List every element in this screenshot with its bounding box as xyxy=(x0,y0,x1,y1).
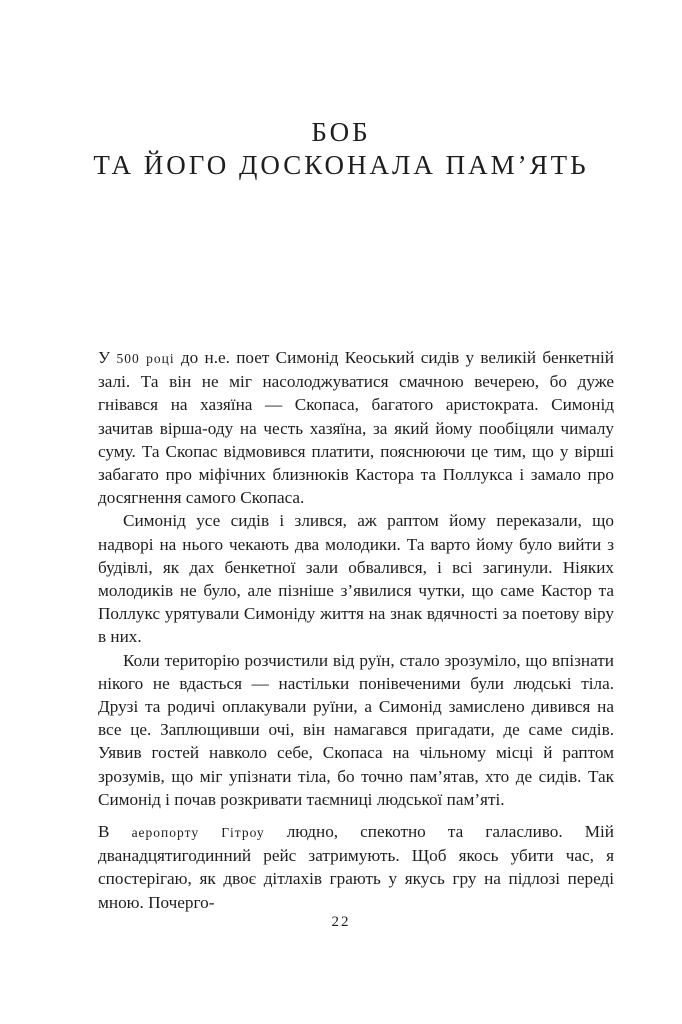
paragraph-4-text: людно, спекотно та галасливо. Мій дванадцятигодинний рейс затримують. Щоб якось убити час, я спостерігаю, як двоє дітлахів грають у якусь гру на підлозі переді мною. Почерго- xyxy=(98,822,615,912)
paragraph-1-text: до н.е. поет Симонід Кеоський сидів у великій бенкетній залі. Та він не міг насолоджуватися смачною вечерею, бо дуже гнівався на хазяїна — Скопаса, багатого аристократа. Симонід зачитав вірша-оду на честь хазяїна, за який йому пообіцяли чималу суму. Та Скопас відмовився платити, пояснюючи це тим, що у вірші забагато про міфічних близнюків Кастора та Поллукса і замало про досягнення самого Скопаса. xyxy=(98,348,614,508)
paragraph-3: Коли територію розчистили від руїн, стало зрозуміло, що впізнати нікого не вдасться — настільки понівеченими були людські тіла. Друзі та родичі оплакували руїни, а Симонід замислено дивився на все це. Заплющивши очі, він намагався пригадати, де саме сидів. Уявив гостей навколо себе, Скопаса на чільному місці й раптом зрозумів, що міг упізнати тіла, бо точно пам’ятав, хто де сидів. Так Симонід і почав розкривати таємниці людської пам’яті. xyxy=(98,650,614,809)
page-number: 22 xyxy=(331,914,351,930)
paragraph-2: Симонід усе сидів і злився, аж раптом йому переказали, що надворі на нього чекають два молодики. Та варто йому було вийти з будівлі, як дах бенкетної зали обвалився, і всі загинули. Ніяких молодиків не було, але пізніше з’явилися чутки, що саме Кастор та Поллукс урятували Симоніду життя на знак вдячності за поетову віру в них. xyxy=(98,511,614,647)
paragraph-1-start: У xyxy=(98,348,117,367)
paragraph-1 xyxy=(98,346,614,509)
section-text-block xyxy=(98,820,614,914)
paragraph-4 xyxy=(98,820,614,914)
chapter-title-line-2: ТА ЙОГО ДОСКОНАЛА ПАМ’ЯТЬ xyxy=(93,150,589,180)
paragraph-4-small-caps: аеропорту Гітроу xyxy=(131,825,265,840)
paragraph-1-small-caps: 500 році xyxy=(116,351,175,366)
paragraph-4-start: В xyxy=(98,822,132,841)
chapter-title-line-1: БОБ xyxy=(311,117,371,147)
chapter-title xyxy=(0,116,682,182)
main-text-block xyxy=(98,346,614,811)
